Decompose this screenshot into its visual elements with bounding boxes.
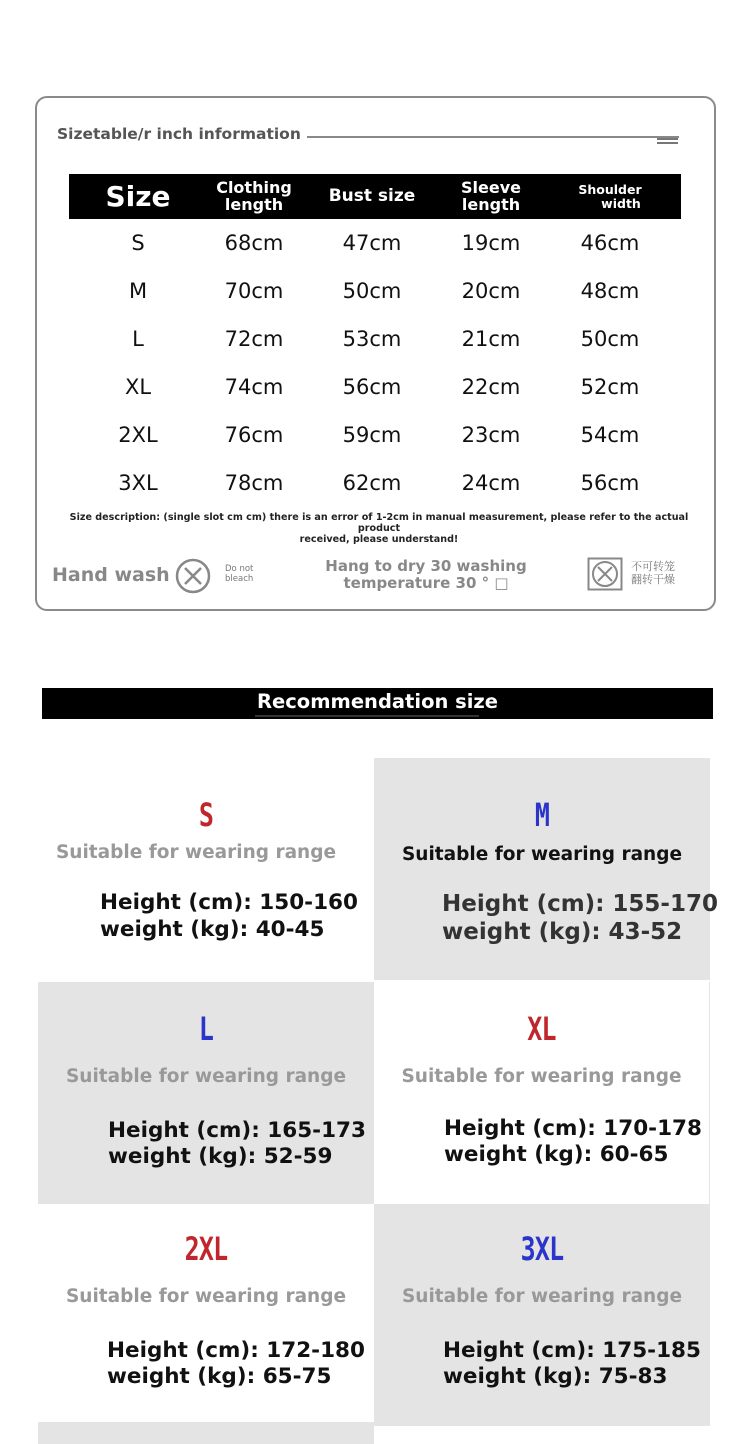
table-row	[69, 411, 681, 459]
cell-clothing-length: 70cm	[224, 279, 284, 303]
cell-size: 3XL	[118, 471, 158, 495]
height-range: Height (cm): 175-185	[443, 1338, 701, 1363]
table-row	[69, 267, 681, 315]
cell-shoulder: 54cm	[580, 423, 640, 447]
cell-sleeve: 24cm	[461, 471, 521, 495]
cell-sleeve: 22cm	[461, 375, 521, 399]
header-clothing-length: Clothing length	[216, 177, 292, 214]
cell-size: 2XL	[118, 423, 158, 447]
suitable-label: Suitable for wearing range	[55, 842, 337, 863]
suitable-label: Suitable for wearing range	[401, 844, 683, 865]
cell-sleeve: 19cm	[461, 231, 521, 255]
size-letter: 2XL	[184, 1230, 228, 1268]
cell-bust: 53cm	[342, 327, 402, 351]
size-letter: L	[198, 1010, 214, 1048]
cell-clothing-length: 72cm	[224, 327, 284, 351]
size-card-s	[38, 758, 374, 980]
cell-shoulder: 48cm	[580, 279, 640, 303]
cell-clothing-length: 78cm	[224, 471, 284, 495]
header-size: Size	[105, 179, 171, 213]
weight-range: weight (kg): 60-65	[444, 1142, 669, 1167]
size-card-xl	[374, 982, 710, 1204]
cell-size: XL	[124, 375, 152, 399]
cell-bust: 59cm	[342, 423, 402, 447]
size-card-2xl	[38, 1204, 374, 1426]
weight-range: weight (kg): 43-52	[442, 919, 683, 945]
size-letter: XL	[527, 1010, 556, 1048]
height-range: Height (cm): 155-170	[442, 891, 718, 917]
size-card-m	[374, 758, 718, 980]
suitable-label: Suitable for wearing range	[65, 1286, 347, 1307]
weight-range: weight (kg): 52-59	[108, 1144, 333, 1169]
cell-shoulder: 50cm	[580, 327, 640, 351]
cell-size: M	[128, 279, 148, 303]
card-title: Sizetable/r inch information	[57, 125, 301, 143]
title-underline	[255, 715, 479, 717]
cell-size: S	[131, 231, 145, 255]
cell-clothing-length: 68cm	[224, 231, 284, 255]
header-sleeve-length: Sleeve length	[461, 177, 521, 214]
hang-dry-label: Hang to dry 30 washing temperature 30 ° □	[325, 557, 527, 593]
cell-bust: 62cm	[342, 471, 402, 495]
table-header	[69, 174, 681, 219]
weight-range: weight (kg): 65-75	[107, 1364, 332, 1389]
header-shoulder-width: Shoulder width	[578, 182, 642, 211]
height-range: Height (cm): 170-178	[444, 1116, 702, 1141]
height-range: Height (cm): 165-173	[108, 1118, 366, 1143]
cell-bust: 50cm	[342, 279, 402, 303]
title-divider	[307, 136, 679, 138]
menu-icon	[657, 138, 678, 147]
size-table-card	[35, 96, 716, 611]
cell-bust: 47cm	[342, 231, 402, 255]
no-bleach-icon	[175, 558, 211, 594]
size-card-l	[38, 982, 374, 1204]
size-letter: 3XL	[520, 1230, 564, 1268]
cell-size: L	[132, 327, 144, 351]
size-letter: M	[534, 796, 550, 834]
care-instructions	[37, 552, 714, 602]
cell-sleeve: 23cm	[461, 423, 521, 447]
table-row	[69, 315, 681, 363]
cell-clothing-length: 74cm	[224, 375, 284, 399]
suitable-label: Suitable for wearing range	[401, 1286, 683, 1307]
cell-bust: 56cm	[342, 375, 402, 399]
no-tumble-dry-label: 不可转笼 翻转干燥	[631, 560, 675, 586]
cell-shoulder: 52cm	[580, 375, 640, 399]
no-tumble-dry-icon	[587, 557, 623, 591]
hand-wash-label: Hand wash	[52, 564, 170, 586]
table-row	[69, 363, 681, 411]
recommendation-title: Recommendation size	[42, 688, 713, 719]
height-range: Height (cm): 172-180	[107, 1338, 365, 1363]
header-bust-size: Bust size	[328, 185, 416, 206]
cell-shoulder: 46cm	[580, 231, 640, 255]
cell-sleeve: 21cm	[461, 327, 521, 351]
cell-clothing-length: 76cm	[224, 423, 284, 447]
height-range: Height (cm): 150-160	[100, 890, 358, 915]
cell-shoulder: 56cm	[580, 471, 640, 495]
weight-range: weight (kg): 75-83	[443, 1364, 668, 1389]
table-row	[69, 459, 681, 507]
size-letter: S	[198, 796, 214, 834]
no-bleach-label: Do not bleach	[225, 564, 254, 585]
size-description: Size description: (single slot cm cm) there is an error of 1-2cm in manual measurement, please refer to the actual product received, please understand!	[69, 512, 689, 546]
cell-sleeve: 20cm	[461, 279, 521, 303]
size-card-3xl	[374, 1204, 710, 1426]
size-table	[69, 174, 681, 507]
next-card-edge	[38, 1422, 374, 1444]
suitable-label: Suitable for wearing range	[401, 1066, 682, 1087]
suitable-label: Suitable for wearing range	[65, 1066, 347, 1087]
table-row	[69, 219, 681, 267]
weight-range: weight (kg): 40-45	[100, 917, 325, 942]
